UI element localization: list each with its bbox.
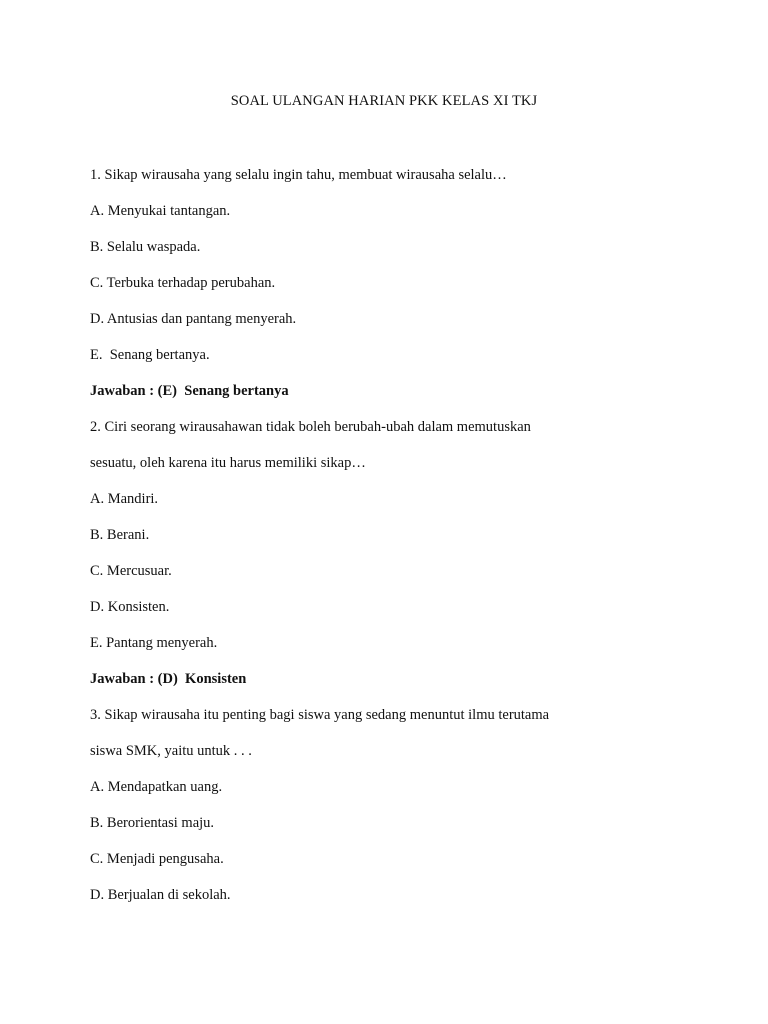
question-1-option-a: A. Menyukai tantangan. — [90, 203, 231, 219]
question-2-option-b: B. Berani. — [90, 527, 150, 543]
question-3-option-b: B. Berorientasi maju. — [90, 815, 215, 831]
question-1-option-b: B. Selalu waspada. — [90, 239, 201, 255]
question-2-option-a: A. Mandiri. — [90, 491, 159, 507]
question-2-option-c: C. Mercusuar. — [90, 563, 172, 579]
question-3-option-a: A. Mendapatkan uang. — [90, 779, 223, 795]
question-1-option-d: D. Antusias dan pantang menyerah. — [90, 311, 297, 327]
question-1-option-c: C. Terbuka terhadap perubahan. — [90, 275, 276, 291]
question-2-option-d: D. Konsisten. — [90, 599, 170, 615]
question-2-stem-line-1: 2. Ciri seorang wirausahawan tidak boleh berubah-ubah dalam memutuskan — [90, 419, 531, 435]
question-1-stem: 1. Sikap wirausaha yang selalu ingin tahu, membuat wirausaha selalu… — [90, 167, 507, 183]
question-2-answer: Jawaban : (D) Konsisten — [90, 671, 247, 687]
question-3-stem-line-1: 3. Sikap wirausaha itu penting bagi siswa yang sedang menuntut ilmu terutama — [90, 707, 550, 723]
question-3-stem-line-2: siswa SMK, yaitu untuk . . . — [90, 743, 252, 759]
question-3-option-c: C. Menjadi pengusaha. — [90, 851, 224, 867]
question-2-option-e: E. Pantang menyerah. — [90, 635, 218, 651]
document-title: SOAL ULANGAN HARIAN PKK KELAS XI TKJ — [230, 93, 538, 109]
question-3-option-d: D. Berjualan di sekolah. — [90, 887, 231, 903]
question-2-stem-line-2: sesuatu, oleh karena itu harus memiliki sikap… — [90, 455, 366, 471]
question-1-option-e: E. Senang bertanya. — [90, 347, 210, 363]
question-1-answer: Jawaban : (E) Senang bertanya — [90, 383, 289, 399]
